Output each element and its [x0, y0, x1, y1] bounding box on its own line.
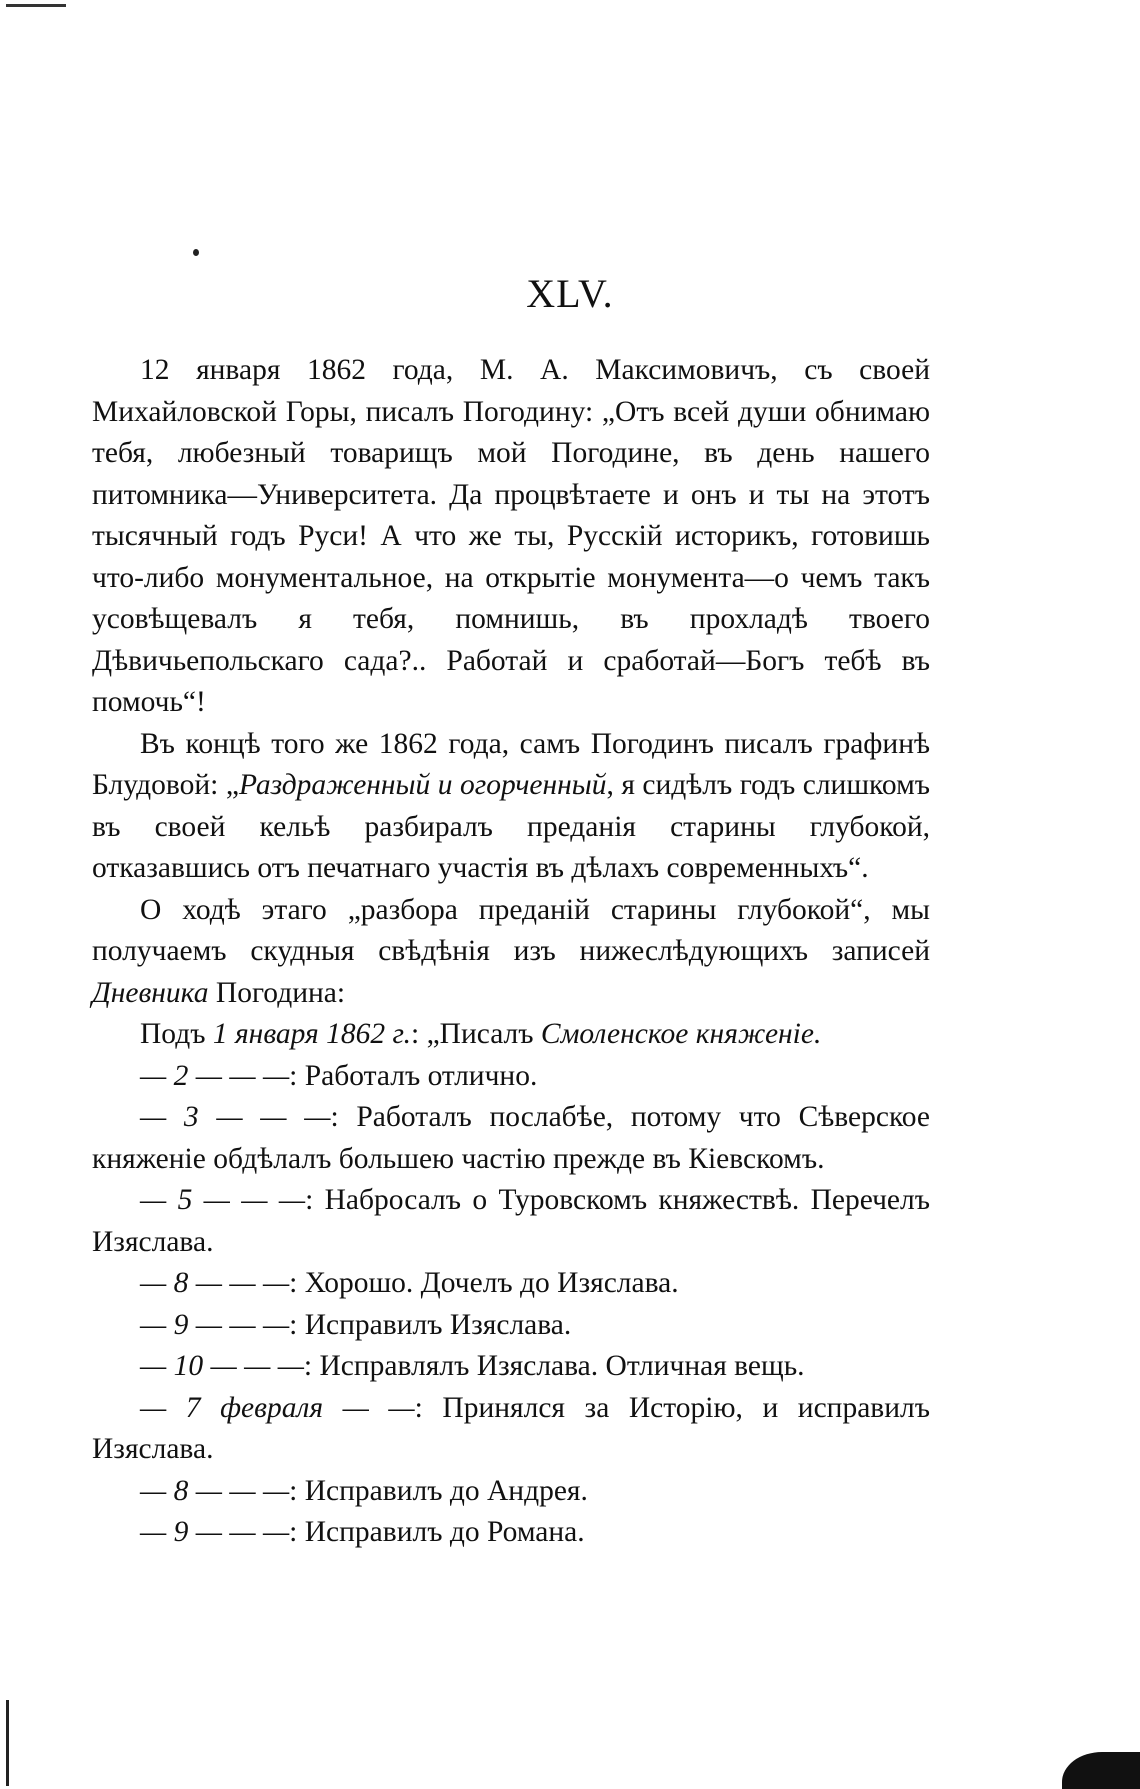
scan-edge-mark — [6, 1700, 9, 1786]
diary-entry-date: — 10 — — — — [140, 1350, 304, 1382]
diary-entry-first — [92, 1014, 930, 1056]
paragraph-3 — [92, 890, 930, 1015]
diary-entry-date: — 8 — — — — [140, 1267, 290, 1299]
scan-edge-mark — [6, 4, 66, 7]
diary-entry-date: — 7 февраля — — — [140, 1391, 415, 1424]
diary-entry — [92, 1471, 930, 1513]
diary-first-italic: Смоленское княженіе. — [540, 1018, 822, 1050]
diary-entry — [92, 1388, 930, 1471]
diary-entry — [92, 1263, 930, 1305]
diary-entry-date: — 3 — — — — [140, 1101, 331, 1133]
diary-first-text: : „Писалъ — [411, 1018, 541, 1050]
diary-entry — [92, 1056, 930, 1098]
paragraph-3-text-a: О ходѣ этаго „разбора преданій старины глубокой“, мы получаемъ скудныя свѣдѣнія изъ нижеслѣдующихъ записей — [92, 893, 930, 967]
paragraph-2-text-b: , я сидѣлъ годъ слишкомъ въ своей кельѣ разбиралъ преданія старины глубокой, отказавшись отъ печатнаго участія въ дѣлахъ современныхъ“. — [92, 769, 930, 884]
diary-entry-text: : Работалъ послабѣе, потому что Сѣверское княженіе обдѣлалъ большею частію прежде въ Кіевскомъ. — [92, 1101, 931, 1175]
paragraph-2 — [92, 724, 930, 890]
diary-entry-text: : Исправилъ до Романа. — [289, 1516, 585, 1548]
diary-entry — [92, 1305, 930, 1347]
paragraph-2-quote-italic: Раздраженный и огорченный — [238, 769, 607, 801]
paragraph-1 — [92, 350, 930, 724]
diary-entry-text: : Работалъ отлично. — [289, 1059, 538, 1092]
diary-first-date: 1 января 1862 г. — [212, 1018, 411, 1050]
diary-entry-date: — 2 — — — — [140, 1059, 290, 1092]
diary-entry-date: — 5 — — — — [140, 1184, 306, 1216]
diary-entry-text: : Набросалъ о Туровскомъ княжествѣ. Перечелъ Изяслава. — [92, 1184, 930, 1258]
ink-dot — [193, 249, 199, 256]
diary-entry-date: — 9 — — — — [140, 1516, 290, 1548]
paragraph-3-italic: Дневника — [92, 976, 209, 1009]
diary-entry-text: : Исправилъ до Андрея. — [289, 1474, 588, 1507]
diary-entry-text: : Исправилъ Изяслава. — [289, 1308, 572, 1341]
scan-edge-mark — [1062, 1752, 1140, 1789]
diary-entry-text: : Хорошо. Дочелъ до Изяслава. — [289, 1267, 679, 1299]
paragraph-3-text-b: Погодина: — [208, 976, 346, 1009]
diary-entry-date: — 9 — — — — [140, 1308, 290, 1341]
paragraph-1-text: 12 января 1862 года, М. А. Максимовичъ, съ своей Михайловской Горы, писалъ Погодину: „Отъ всей души обнимаю тебя, любезный товарищъ мой Погодине, въ день нашего питомника—Университета. Да процвѣтаете и онъ и ты на этотъ тысячный годъ Руси! А что же ты, Русскій историкъ, готовишь что-либо монументальное, на открытіе монумента—о чемъ такъ усовѣщевалъ я тебя, помнишь, въ прохладѣ твоего Дѣвичьепольскаго сада?.. Работай и сработай—Богъ тебѣ въ помочь“! — [92, 354, 930, 718]
diary-entry-text: : Исправлялъ Изяслава. Отличная вещь. — [303, 1350, 805, 1382]
body-text — [92, 350, 930, 1554]
paragraph-2-text-a: Въ концѣ того же 1862 года, самъ Погодинъ писалъ графинѣ Блудовой: „ — [92, 727, 930, 801]
diary-entry-date: — 8 — — — — [140, 1474, 290, 1507]
diary-entry-text: : Принялся за Исторію, и исправилъ Изяслава. — [92, 1391, 931, 1465]
diary-entry — [92, 1097, 930, 1180]
chapter-heading: XLV. — [526, 271, 614, 316]
diary-entries — [92, 1056, 930, 1554]
diary-first-prefix: Подъ — [140, 1018, 213, 1050]
diary-entry — [92, 1180, 930, 1263]
diary-entry — [92, 1512, 930, 1554]
diary-entry — [92, 1346, 930, 1388]
